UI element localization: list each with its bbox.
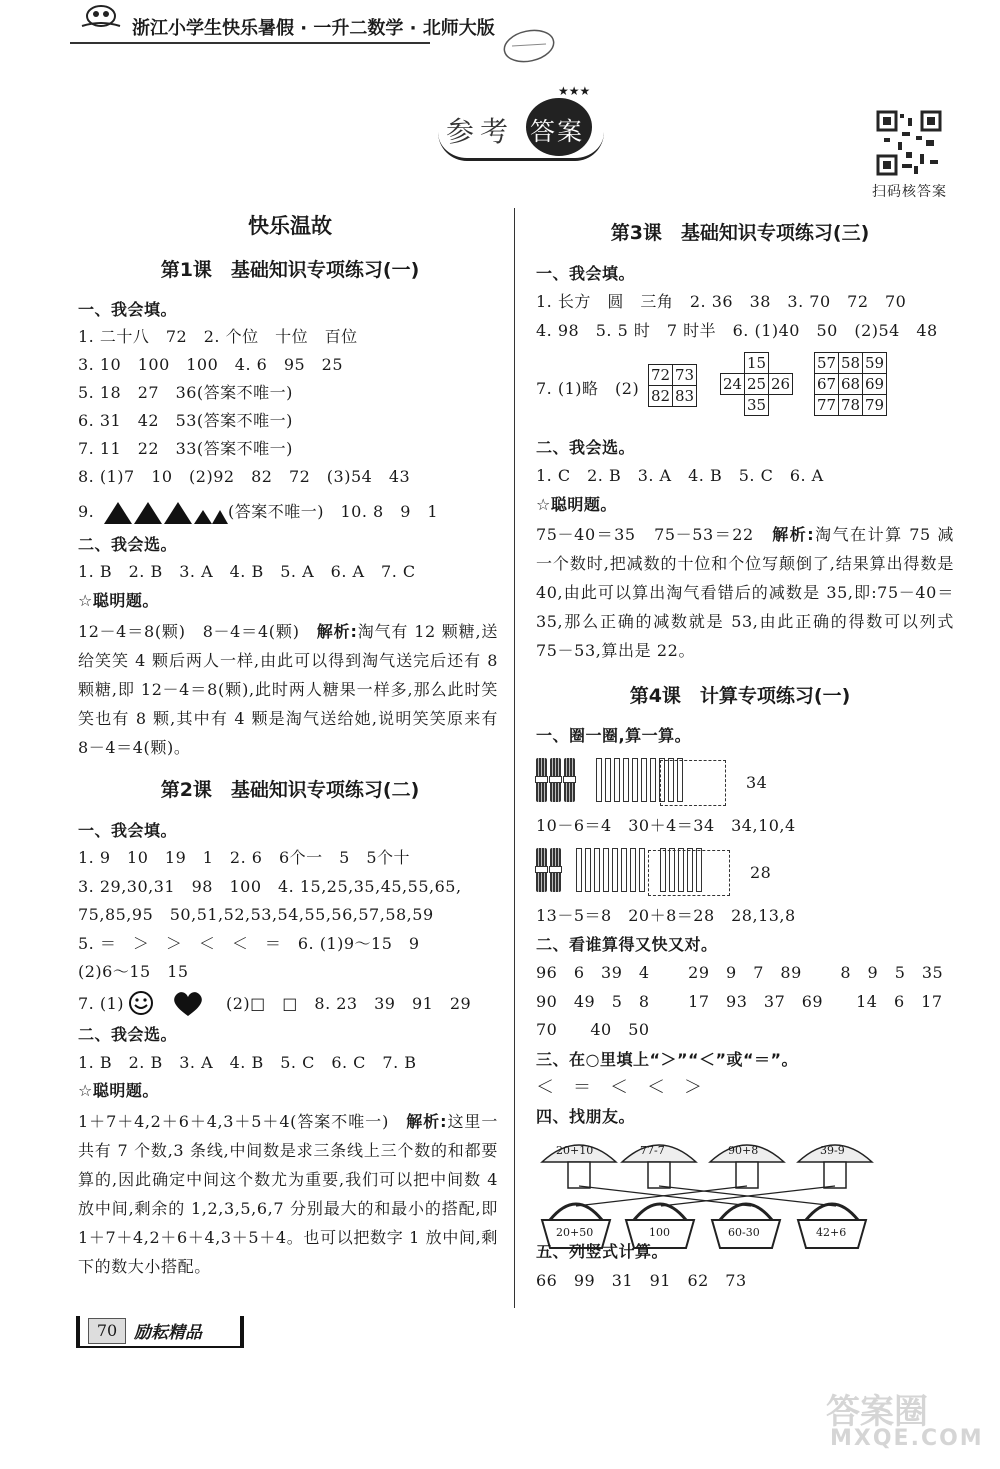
l1-line-2: 3. 10 100 100 4. 6 95 25: [78, 355, 344, 374]
mushroom-label: 39-9: [820, 1144, 845, 1157]
l4-vertical: 66 99 31 91 62 73: [536, 1271, 747, 1290]
stick-icon: [650, 758, 656, 802]
l1-heading-fill: 一、我会填。: [78, 300, 178, 319]
l4-heading-circle: 一、圈一圈,算一算。: [536, 726, 692, 745]
l2-line-4: 5. ＝ ＞ ＞ ＜ ＜ ＝ 6. (1)9～15 9: [78, 934, 420, 953]
header-logo-icon: [78, 2, 124, 28]
l4-heading-calc: 二、看谁算得又快又对。: [536, 935, 718, 954]
l1-smart-explain: 淘气有 12 颗糖,送给笑笑 4 颗后两人一样,由此可以得到淘气送完后还有 8 颗糖,即 12－4＝8(颗),此时两人糖果一样多,那么此时笑笑也有 8 颗,其中有 4 颗是淘气送给她,说明笑笑原来有 8－4＝4(颗)。: [78, 622, 498, 757]
mushroom-label: 90+8: [728, 1144, 759, 1157]
l2-smart-explain: 这里一共有 7 个数,3 条线,中间数是求三条线上三个数的和都要算的,因此确定中间这个数尤为重要,我们可以把中间数 4 放中间,剩余的 1,2,3,5,6,7 分别最大的和最小的搭配,即 1＋7＋4,2＋6＋4,3＋5＋4。也可以把数字 1 放中间,剩下的数大小搭配。: [78, 1112, 498, 1276]
l3-line-1: 1. 长方 圆 三角 2. 36 38 3. 70 72 70: [536, 292, 907, 311]
watermark-logo: [820, 1384, 984, 1454]
stick-icon: [614, 758, 620, 802]
l2-smart-text: [78, 1107, 498, 1281]
triangles-icon: [102, 498, 228, 526]
l1-line-3: 5. 18 27 36(答案不唯一): [78, 383, 293, 402]
section-title: 快乐温故: [248, 214, 332, 238]
answer-banner: [438, 84, 608, 164]
banner-label-highlight: 答案: [530, 117, 585, 146]
l4-heading-friends: 四、找朋友。: [536, 1107, 636, 1126]
l4-calc-row-3: 70 40 50: [536, 1020, 650, 1039]
l1-line-6: 8. (1)7 10 (2)92 82 72 (3)54 43: [78, 467, 411, 486]
pic1-value: 34: [746, 773, 768, 792]
grid-cell: 58: [839, 353, 863, 374]
l1-line-1: 1. 二十八 72 2. 个位 十位 百位: [78, 327, 358, 346]
bundle-icon: [536, 758, 547, 802]
l2-heading-fill: 一、我会填。: [78, 821, 178, 840]
l1-smart-text: [78, 617, 498, 762]
number-grid-small: [648, 364, 697, 407]
qr-code-icon[interactable]: [876, 110, 942, 176]
circle-selection-2: [648, 850, 730, 896]
grid-cell: 26: [769, 374, 793, 395]
page-number: 70: [88, 1318, 126, 1344]
header-title: 浙江小学生快乐暑假 · 一升二数学 · 北师大版: [132, 18, 495, 39]
l2-heading-choose: 二、我会选。: [78, 1025, 178, 1044]
stick-icon: [639, 848, 645, 892]
bundle-icon: [564, 758, 575, 802]
l3-line-2: 4. 98 5. 5 时 7 时半 6. (1)40 50 (2)54 48: [536, 321, 938, 340]
smiley-icon: [128, 990, 154, 1016]
l1-q9-suffix: (答案不唯一) 10. 8 9 1: [228, 502, 439, 521]
header-rule: [70, 42, 430, 44]
number-grid-cross: [720, 352, 793, 416]
l1-line-5: 7. 11 22 33(答案不唯一): [78, 439, 293, 458]
basket-4: [794, 1196, 870, 1250]
grid-cell: 15: [745, 353, 769, 374]
l4-calc-row-1: 96 6 39 4 29 9 7 89 8 9 5 35: [536, 963, 944, 982]
l2-line-5: (2)6～15 15: [78, 962, 189, 981]
l1-smart-answer: 12－4＝8(颗) 8－4＝4(颗): [78, 622, 300, 641]
l2-line-1: 1. 9 10 19 1 2. 6 6个一 5 5个十: [78, 848, 411, 867]
stick-icon: [603, 848, 609, 892]
grid-cell: 57: [815, 353, 839, 374]
l3-smart-label: 解析:: [772, 525, 815, 544]
stick-icon: [594, 848, 600, 892]
l2-line-2: 3. 29,30,31 98 100 4. 15,25,35,45,55,65,: [78, 877, 462, 896]
l3-heading-smart: ☆聪明题。: [536, 495, 617, 514]
l2-q7-prefix: 7. (1): [78, 994, 125, 1013]
stick-icon: [623, 758, 629, 802]
stick-icon: [641, 758, 647, 802]
grid-cell: 82: [649, 386, 673, 407]
l4-calc-row-2: 90 49 5 8 17 93 37 69 14 6 17: [536, 992, 943, 1011]
grid-cell: 72: [649, 365, 673, 386]
l3-choices: 1. C 2. B 3. A 4. B 5. C 6. A: [536, 466, 824, 485]
l2-heading-smart: ☆聪明题。: [78, 1081, 159, 1100]
basket-label: 100: [649, 1226, 670, 1239]
grid-cell: 24: [721, 374, 745, 395]
grid-cell: 67: [815, 374, 839, 395]
grid-cell: [721, 353, 745, 374]
basket-label: 42+6: [816, 1226, 847, 1239]
l3-heading-choose: 二、我会选。: [536, 438, 636, 457]
stick-icon: [632, 758, 638, 802]
bundle-icon: [550, 848, 561, 892]
column-divider: [514, 208, 515, 1308]
stick-icon: [596, 758, 602, 802]
l1-line-4: 6. 31 42 53(答案不唯一): [78, 411, 293, 430]
stick-icon: [630, 848, 636, 892]
l1-smart-label: 解析:: [316, 622, 358, 641]
circle-selection-1: [660, 760, 726, 806]
mushroom-label: 20+10: [556, 1144, 594, 1157]
qr-caption: 扫码核答案: [872, 184, 947, 200]
l1-q9-prefix: 9.: [78, 502, 95, 521]
l3-smart-answer: 75－40＝35 75－53＝22: [536, 525, 754, 544]
stick-icon: [585, 848, 591, 892]
bundle-icon: [536, 848, 547, 892]
l4-line-1: 10－6＝4 30＋4＝34 34,10,4: [536, 816, 796, 835]
l4-compare: ＜ ＝ ＜ ＜ ＞: [536, 1077, 703, 1098]
lesson1-title: 第1课 基础知识专项练习(一): [160, 259, 420, 281]
number-grid-square: [814, 352, 887, 416]
grid-cell: 35: [745, 395, 769, 416]
banner-label-plain: 参考: [446, 115, 515, 148]
grid-cell: 78: [839, 395, 863, 416]
grid-cell: 59: [863, 353, 887, 374]
l2-line-3: 75,85,95 50,51,52,53,54,55,56,57,58,59: [78, 905, 434, 924]
mushroom-label: 77-7: [640, 1144, 665, 1157]
stick-icon: [576, 848, 582, 892]
watermark-text: MXQE.COM: [830, 1426, 984, 1451]
banner-swoosh: [438, 132, 604, 161]
l3-q7: 7. (1)略 (2): [536, 379, 640, 398]
stick-icon: [621, 848, 627, 892]
grid-cell: 25: [745, 374, 769, 395]
pic2-value: 28: [750, 863, 772, 882]
grid-cell: [721, 395, 745, 416]
watermark-tag: 答案圈: [826, 1392, 928, 1432]
l1-choices: 1. B 2. B 3. A 4. B 5. A 6. A 7. C: [78, 562, 416, 581]
basket-label: 60-30: [728, 1226, 760, 1239]
l4-heading-vertical: 五、列竖式计算。: [536, 1242, 669, 1261]
l2-choices: 1. B 2. B 3. A 4. B 5. C 6. C 7. B: [78, 1053, 417, 1072]
lesson2-title: 第2课 基础知识专项练习(二): [160, 779, 420, 801]
footer-brand: 励耘精品: [134, 1323, 202, 1343]
l4-line-2: 13－5＝8 20＋8＝28 28,13,8: [536, 906, 796, 925]
grid-cell: [769, 395, 793, 416]
l3-smart-explain: 淘气在计算 75 减一个数时,把减数的十位和个位写颠倒了,结果算出得数是 40,由此可以算出淘气看错后的减数是 35,即:75－40＝35,那么正确的减数就是 53,由此正确的得数可以列式 75－53,算出是 22。: [536, 525, 955, 660]
l2-smart-label: 解析:: [406, 1112, 448, 1131]
stick-icon: [605, 758, 611, 802]
star-icon: ★★★: [558, 84, 591, 98]
stick-icon: [612, 848, 618, 892]
lesson3-title: 第3课 基础知识专项练习(三): [610, 222, 870, 244]
grid-cell: 77: [815, 395, 839, 416]
basket-3: [708, 1196, 784, 1250]
grid-cell: [769, 353, 793, 374]
grid-cell: 79: [863, 395, 887, 416]
grid-cell: 83: [673, 386, 697, 407]
l2-smart-answer: 1＋7＋4,2＋6＋4,3＋5＋4(答案不唯一): [78, 1112, 389, 1131]
bundle-icon: [550, 758, 561, 802]
basket-label: 20+50: [556, 1226, 594, 1239]
l2-q7-suffix: (2)□ □ 8. 23 39 91 29: [226, 994, 472, 1013]
l1-heading-smart: ☆聪明题。: [78, 591, 159, 610]
l3-smart-text: [536, 520, 954, 665]
lesson4-title: 第4课 计算专项练习(一): [629, 685, 851, 707]
grid-cell: 73: [673, 365, 697, 386]
grid-cell: 69: [863, 374, 887, 395]
l1-heading-choose: 二、我会选。: [78, 535, 178, 554]
l4-heading-compare: 三、在○里填上“＞”“＜”或“＝”。: [536, 1050, 799, 1069]
header-stamp-icon: [502, 28, 556, 64]
grid-cell: 68: [839, 374, 863, 395]
l3-heading-fill: 一、我会填。: [536, 264, 636, 283]
heart-icon: [170, 990, 206, 1018]
